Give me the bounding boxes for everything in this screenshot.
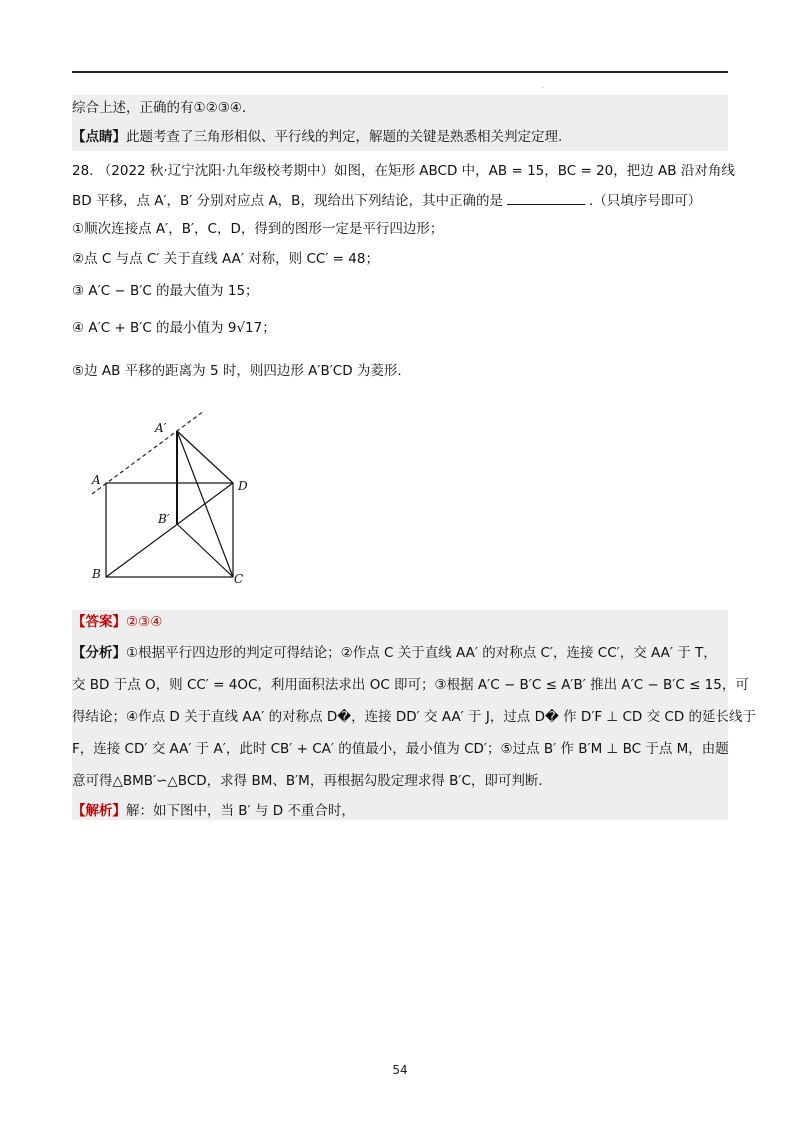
solution-tag: 【解析】: [72, 803, 126, 819]
solution-text: 解：如下图中，当 B′ 与 D 不重合时，: [126, 803, 355, 819]
analysis-line-5: 意可得△BMB′∽△BCD，求得 BM、B′M，再根据勾股定理求得 B′C，即可判断.: [72, 773, 543, 789]
answer-tag: 【答案】: [72, 614, 126, 630]
geometry-figure: [84, 405, 264, 590]
statement-5: ⑤边 AB 平移的距离为 5 时，则四边形 A′B′CD 为菱形.: [72, 363, 402, 379]
label-a: A: [92, 473, 101, 487]
comment-text: 此题考查了三角形相似、平行线的判定，解题的关键是熟悉相关判定定理.: [126, 129, 563, 145]
answer-text: ②③④: [126, 614, 163, 630]
statement-1: ①顺次连接点 A′，B′，C，D，得到的图形一定是平行四边形；: [72, 221, 444, 237]
problem-text-2a: BD 平移，点 A′，B′ 分别对应点 A，B，现给出下列结论，其中正确的是: [72, 193, 503, 209]
prev-summary: 综合上述，正确的有①②③④.: [72, 100, 247, 116]
problem-line-2: [72, 190, 701, 211]
analysis-line-2: 交 BD 于点 O，则 CC′ = 4OC，利用面积法求出 OC 即可；③根据 A′C − B′C ≤ A′B′ 推出 A′C − B′C ≤ 15，可: [72, 677, 749, 693]
problem-line-1: [72, 161, 735, 181]
statement-2: ②点 C 与点 C′ 关于直线 AA′ 对称，则 CC′ = 48；: [72, 251, 379, 267]
statement-4: ④ A′C + B′C 的最小值为 9√17；: [72, 320, 276, 336]
segment-aprime-c: [177, 431, 233, 577]
label-b-prime: B′: [158, 512, 170, 526]
analysis-line-1: [72, 643, 717, 663]
label-a-prime: A′: [155, 421, 167, 435]
problem-text-2b: .（只填序号即可）: [588, 193, 702, 209]
analysis-line-3: 得结论；④作点 D 关于直线 AA′ 的对称点 D�，连接 DD′ 交 AA′ 于 J，过点 D� 作 D′F ⊥ CD 交 CD 的延长线于: [72, 709, 757, 725]
problem-text-1: （2022 秋·辽宁沈阳·九年级校考期中）如图，在矩形 ABCD 中，AB = 15，BC = 20，把边 AB 沿对角线: [97, 163, 735, 179]
segment-aprime-d: [177, 431, 233, 483]
top-rule: [72, 71, 728, 73]
label-b: B: [92, 567, 101, 581]
prev-comment: [72, 127, 562, 147]
statement-3: ③ A′C − B′C 的最大值为 15；: [72, 283, 259, 299]
diagonal-bd: [106, 483, 233, 577]
label-d: D: [238, 479, 248, 493]
segment-bprime-c: [177, 524, 233, 577]
small-mark: .: [542, 83, 544, 90]
label-c: C: [234, 572, 244, 586]
analysis-line-4: F，连接 CD′ 交 AA′ 于 A′，此时 CB′ + CA′ 的值最小，最小值为 CD′；⑤过点 B′ 作 B′M ⊥ BC 于点 M，由题: [72, 741, 729, 757]
analysis-text-1: ①根据平行四边形的判定可得结论；②作点 C 关于直线 AA′ 的对称点 C′，连接 CC′，交 AA′ 于 T，: [126, 645, 717, 661]
answer-blank: [507, 190, 585, 205]
analysis-tag: 【分析】: [72, 645, 126, 661]
problem-number: 28.: [72, 163, 94, 179]
page-number: 54: [392, 1063, 408, 1077]
line-a-aprime-dashed: [92, 411, 204, 494]
solution-line: [72, 801, 355, 821]
answer-line: [72, 612, 162, 632]
comment-tag: 【点睛】: [72, 129, 126, 145]
